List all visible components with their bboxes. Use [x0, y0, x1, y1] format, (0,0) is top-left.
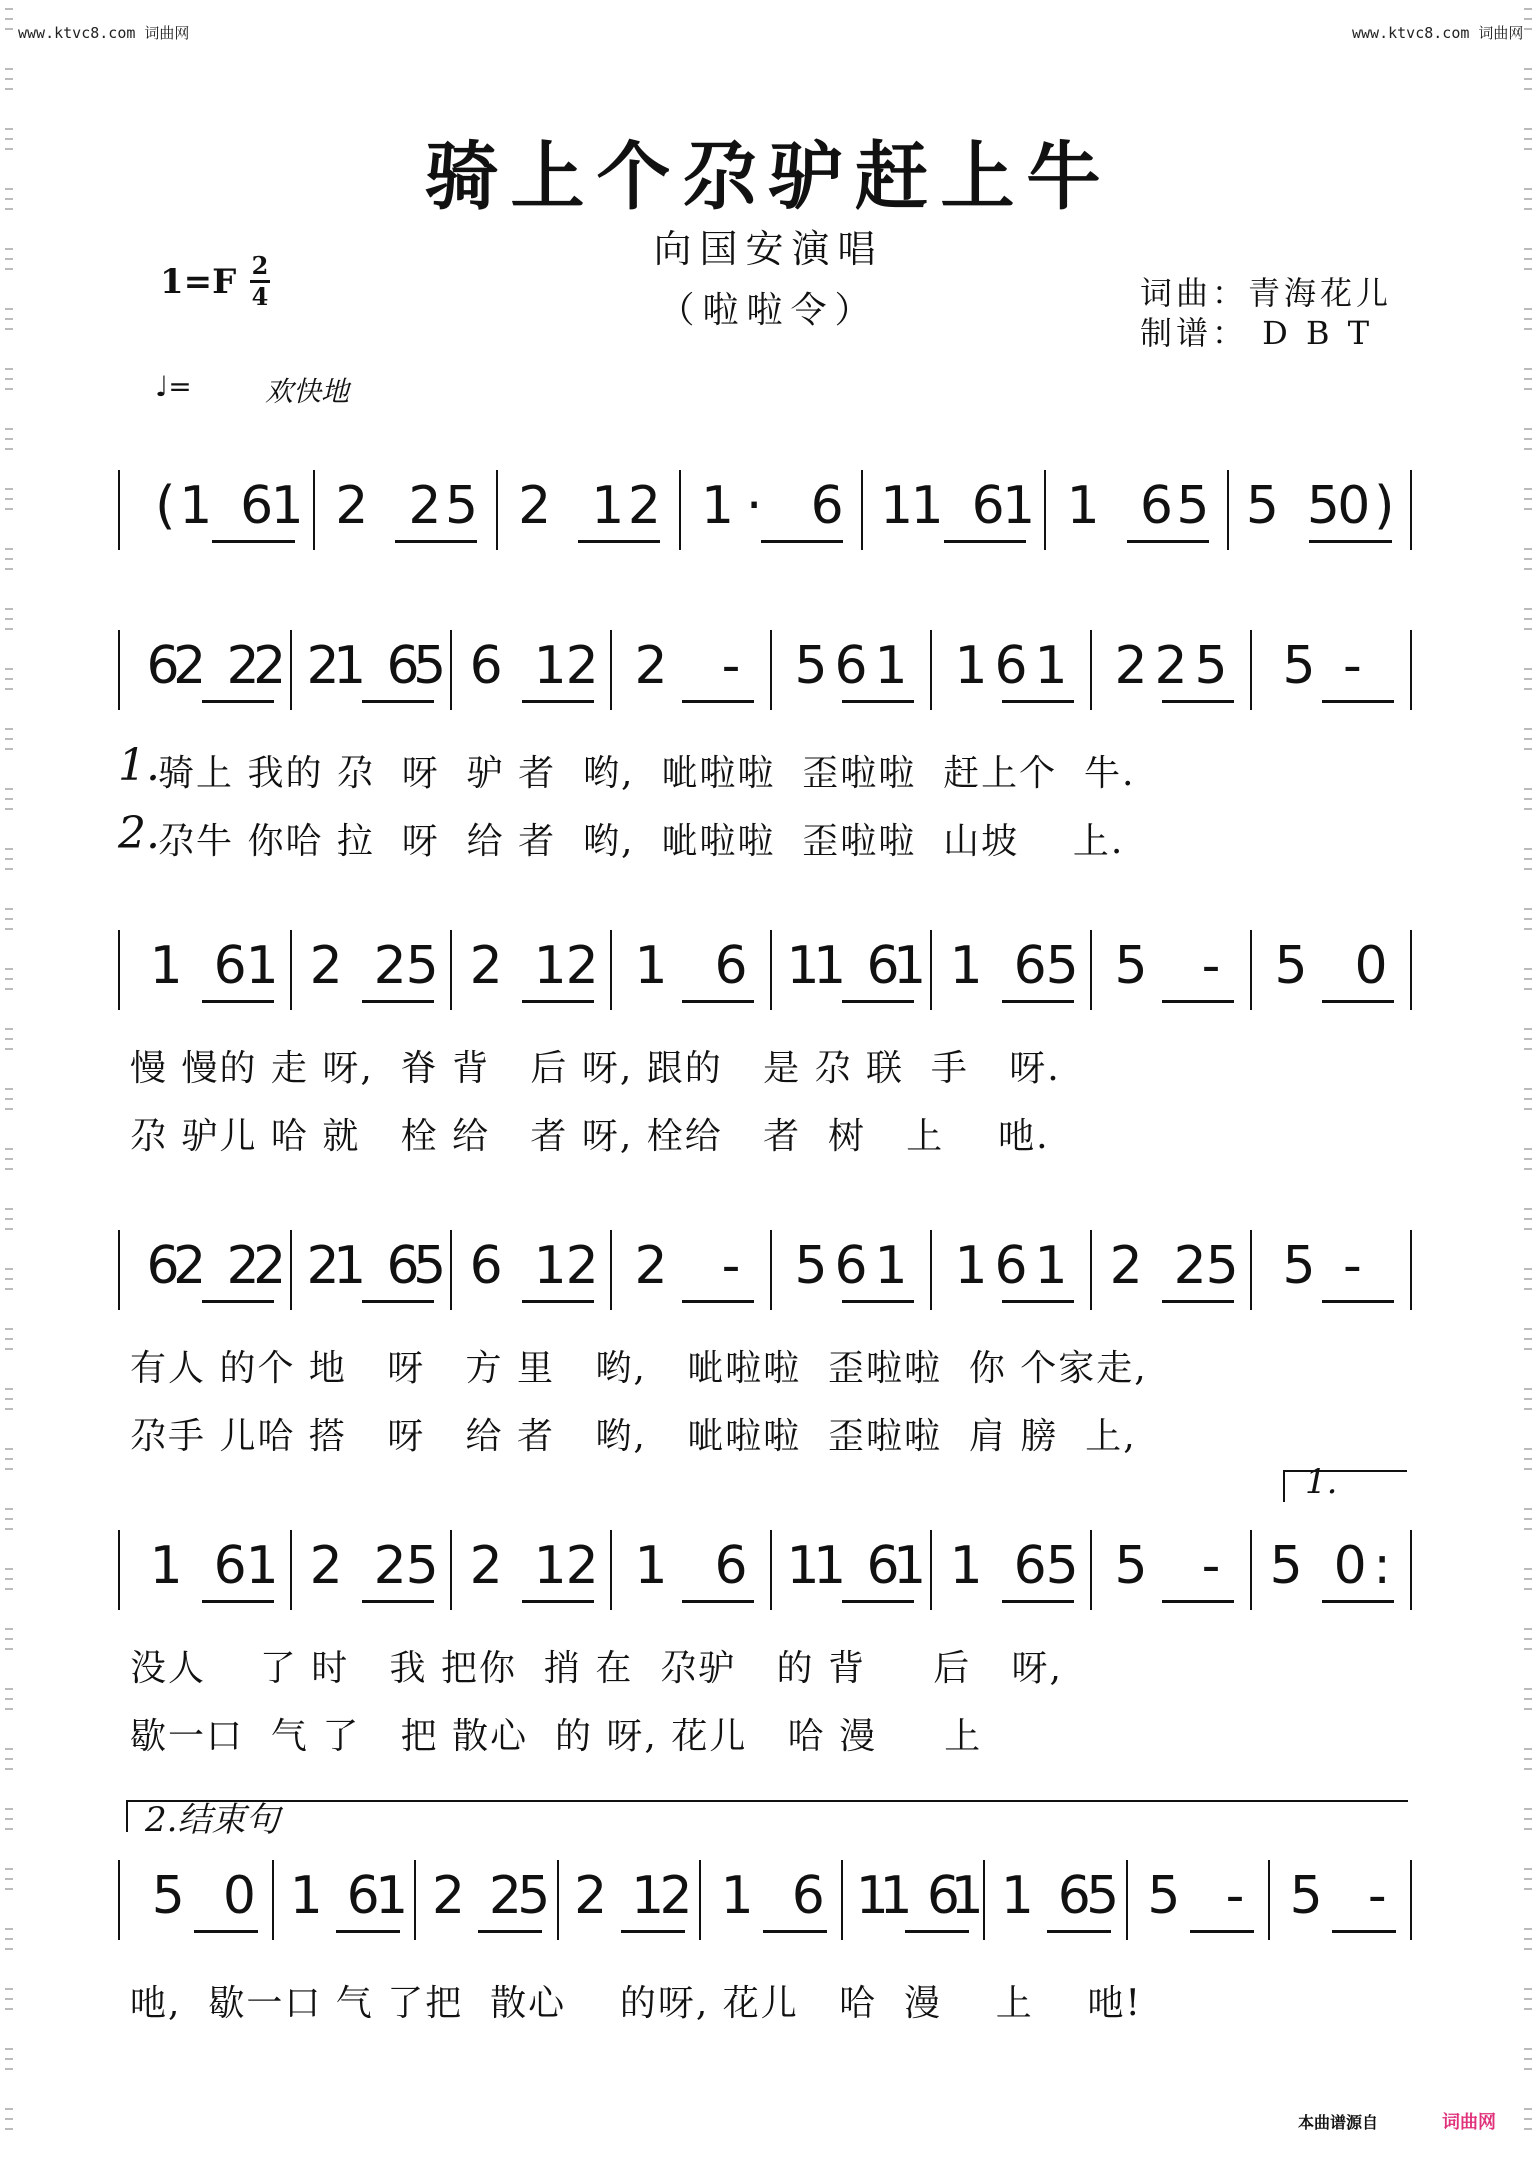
beam-underline: [682, 700, 754, 703]
note: 5: [413, 1236, 447, 1296]
key-signature: 1=F: [160, 262, 237, 302]
note: 2: [659, 1866, 693, 1926]
bar-line: [1044, 470, 1046, 550]
note: 1: [533, 1536, 567, 1596]
note: 2: [373, 1536, 407, 1596]
note: 5: [794, 636, 828, 696]
note: 5: [1114, 936, 1148, 996]
singer-line: 向国安演唱: [653, 227, 884, 271]
bar-line: [610, 1530, 612, 1610]
beam-underline: [212, 540, 294, 543]
beam-underline: [362, 1000, 434, 1003]
note: 1: [1002, 476, 1036, 536]
note: 1: [893, 936, 927, 996]
note: 1: [631, 1866, 665, 1926]
beam-underline: [1190, 1930, 1254, 1933]
note: 5: [1289, 1866, 1323, 1926]
note: 1: [533, 636, 567, 696]
note: 2: [565, 1236, 599, 1296]
note: 1: [179, 476, 213, 536]
bar-line: [1410, 1530, 1412, 1610]
note: 2: [306, 636, 340, 696]
note: 6: [346, 1866, 380, 1926]
note: 1: [634, 936, 668, 996]
bar-line: [1250, 630, 1252, 710]
beam-underline: [1322, 1600, 1394, 1603]
beam-underline: [1002, 700, 1074, 703]
bar-line: [118, 930, 120, 1010]
note: 1: [954, 1236, 988, 1296]
bar-line: [861, 470, 863, 550]
beam-underline: [362, 1600, 434, 1603]
bar-line: [679, 470, 681, 550]
lyric-row4-verse1: 有人 的个 地 呀 方 里 哟, 呲啦啦 歪啦啦 你 个家走,: [130, 1348, 1148, 1389]
note: 6: [866, 1536, 900, 1596]
note: 1: [1034, 1236, 1068, 1296]
bar-line: [1250, 1230, 1252, 1310]
note: 1: [634, 1536, 668, 1596]
bar-line: [610, 630, 612, 710]
note: 1: [333, 636, 367, 696]
bar-line: [930, 1230, 932, 1310]
beam-underline: [522, 1600, 594, 1603]
lyric-row5-verse2: 歇一口 气 了 把 散心 的 呀, 花儿 哈 漫 上: [130, 1716, 983, 1757]
beam-underline: [1162, 700, 1234, 703]
beam-underline: [682, 1600, 754, 1603]
note: 6: [469, 1236, 503, 1296]
beam-underline: [202, 700, 274, 703]
volta-1-label: 1.: [1305, 1462, 1338, 1502]
note: 5: [1306, 476, 1340, 536]
note: 1: [893, 1536, 927, 1596]
note: 1: [910, 476, 944, 536]
note: 6: [469, 636, 503, 696]
bar-line: [118, 1860, 120, 1940]
note: ·: [745, 476, 763, 536]
credit-notation: 制谱： D B T: [1140, 314, 1374, 352]
note: 5: [1205, 1236, 1239, 1296]
bar-line: [450, 930, 452, 1010]
beam-underline: [1322, 1000, 1394, 1003]
beam-underline: [621, 1930, 685, 1933]
bar-line: [290, 630, 292, 710]
note: 1: [289, 1866, 323, 1926]
bar-line: [1268, 1860, 1270, 1940]
volta-2-bracket: [126, 1800, 1408, 1832]
song-subtitle: （啦啦令）: [658, 290, 879, 331]
note: -: [1201, 936, 1221, 996]
bar-line: [1090, 1230, 1092, 1310]
note: 2: [518, 476, 552, 536]
beam-underline: [202, 1300, 274, 1303]
beam-underline: [842, 1600, 914, 1603]
beam-underline: [944, 540, 1026, 543]
note: 1: [375, 1866, 409, 1926]
note: 1: [950, 1866, 984, 1926]
bar-line: [770, 1530, 772, 1610]
bar-line: [118, 1230, 120, 1310]
tempo-symbol: ♩=: [155, 370, 192, 403]
bar-line: [1090, 630, 1092, 710]
note: 1: [1066, 476, 1100, 536]
footer-source-text: 本曲谱源自: [1298, 2113, 1379, 2132]
bar-line: [557, 1860, 559, 1940]
lyric-row3-verse2: 尕 驴儿 哈 就 栓 给 者 呀, 栓给 者 树 上 吔.: [130, 1116, 1050, 1157]
beam-underline: [1047, 1930, 1111, 1933]
lyric-row4-verse2: 尕手 儿哈 搭 呀 给 者 哟, 呲啦啦 歪啦啦 肩 膀 上,: [130, 1416, 1137, 1457]
note: 6: [1139, 476, 1173, 536]
note: 1: [813, 936, 847, 996]
bar-line: [1090, 930, 1092, 1010]
note: 5: [405, 1536, 439, 1596]
note: 1: [949, 936, 983, 996]
note: 1: [720, 1866, 754, 1926]
note: 2: [226, 1236, 260, 1296]
note: 1: [533, 1236, 567, 1296]
beam-underline: [842, 1300, 914, 1303]
beam-underline: [1002, 1000, 1074, 1003]
note: 2: [173, 636, 207, 696]
header-right-site: www.ktvc8.com 词曲网: [1352, 24, 1524, 42]
bar-line: [1090, 1530, 1092, 1610]
note: 2: [469, 936, 503, 996]
note: 6: [714, 936, 748, 996]
note: 1: [333, 1236, 367, 1296]
verse-number-2: 2.: [118, 808, 160, 859]
note: 5: [413, 636, 447, 696]
note: -: [721, 1236, 741, 1296]
note: 5: [1086, 1866, 1120, 1926]
beam-underline: [362, 1300, 434, 1303]
note: 1: [786, 936, 820, 996]
note: 2: [253, 1236, 287, 1296]
bar-line: [496, 470, 498, 550]
note: 6: [714, 1536, 748, 1596]
note: 1: [879, 1866, 913, 1926]
time-signature-top: 2: [251, 251, 269, 280]
note: 1: [149, 936, 183, 996]
beam-underline: [1332, 1930, 1396, 1933]
note: 5: [151, 1866, 185, 1926]
note: 1: [786, 1536, 820, 1596]
beam-underline: [842, 1000, 914, 1003]
note: 5: [1176, 476, 1210, 536]
beam-underline: [1309, 540, 1391, 543]
bar-line: [1410, 1860, 1412, 1940]
note: 2: [574, 1866, 608, 1926]
note: 6: [146, 1236, 180, 1296]
bar-line: [290, 930, 292, 1010]
note: 6: [791, 1866, 825, 1926]
note: -: [1342, 636, 1362, 696]
beam-underline: [761, 540, 843, 543]
note: 1: [949, 1536, 983, 1596]
note: 1: [880, 476, 914, 536]
note: 6: [994, 1236, 1028, 1296]
time-signature-bottom: 4: [251, 282, 269, 311]
note: 0: [1354, 936, 1388, 996]
note: 1: [1034, 636, 1068, 696]
note: 1: [954, 636, 988, 696]
note: 1: [813, 1536, 847, 1596]
bar-line: [272, 1860, 274, 1940]
lyric-row5-verse1: 没人 了 时 我 把你 捎 在 尕驴 的 背 后 呀,: [130, 1648, 1063, 1689]
note: 6: [834, 1236, 868, 1296]
note: 6: [240, 476, 274, 536]
bar-line: [414, 1860, 416, 1940]
note: 1: [855, 1866, 889, 1926]
note: 5: [1282, 636, 1316, 696]
beam-underline: [1322, 1300, 1394, 1303]
note: 6: [834, 636, 868, 696]
note: 5: [794, 1236, 828, 1296]
note: 5: [1194, 636, 1228, 696]
note: 6: [1057, 1866, 1091, 1926]
note: (: [155, 476, 176, 536]
tempo-word: 欢快地: [265, 375, 350, 408]
volta-1-bracket: [1283, 1470, 1407, 1502]
note: 6: [1013, 936, 1047, 996]
bar-line: [770, 1230, 772, 1310]
note: 2: [565, 936, 599, 996]
lyric-row6: 吔, 歇一口 气 了把 散心 的呀, 花儿 哈 漫 上 吔!: [130, 1983, 1142, 2024]
bar-line: [610, 930, 612, 1010]
bar-line: [118, 630, 120, 710]
note: 5: [1114, 1536, 1148, 1596]
beam-underline: [1162, 1600, 1234, 1603]
bar-line: [699, 1860, 701, 1940]
note: 2: [488, 1866, 522, 1926]
beam-underline: [682, 1300, 754, 1303]
note: 1: [700, 476, 735, 536]
bar-line: [450, 1230, 452, 1310]
note: 1: [533, 936, 567, 996]
lyric-row2-verse1: 骑上 我的 尕 呀 驴 者 哟, 呲啦啦 歪啦啦 赶上个 牛.: [158, 753, 1136, 794]
note: 2: [634, 1236, 668, 1296]
note: 2: [627, 476, 661, 536]
beam-underline: [1162, 1300, 1234, 1303]
bar-line: [290, 1230, 292, 1310]
note: 5: [1274, 936, 1308, 996]
bar-line: [930, 630, 932, 710]
beam-underline: [1002, 1300, 1074, 1303]
beam-underline: [336, 1930, 400, 1933]
beam-underline: [202, 1600, 274, 1603]
note: 6: [213, 1536, 247, 1596]
note: 1: [874, 636, 908, 696]
bar-line: [1250, 1530, 1252, 1610]
bar-line: [1250, 930, 1252, 1010]
note: 6: [213, 936, 247, 996]
note: 0: [1337, 476, 1371, 536]
note: -: [721, 636, 741, 696]
note: 2: [634, 636, 668, 696]
time-signature: [250, 252, 270, 311]
note: 6: [146, 636, 180, 696]
bar-line: [290, 1530, 292, 1610]
header-left-site: www.ktvc8.com 词曲网: [18, 24, 190, 42]
note: 1: [245, 936, 279, 996]
note: 2: [309, 936, 343, 996]
note: 6: [926, 1866, 960, 1926]
bar-line: [930, 930, 932, 1010]
note: 2: [173, 1236, 207, 1296]
bar-line: [930, 1530, 932, 1610]
note: 1: [245, 1536, 279, 1596]
beam-underline: [522, 700, 594, 703]
lyric-row3-verse1: 慢 慢的 走 呀, 脊 背 后 呀, 跟的 是 尕 联 手 呀.: [130, 1048, 1061, 1089]
note: 2: [253, 636, 287, 696]
note: 5: [1282, 1236, 1316, 1296]
bar-line: [450, 630, 452, 710]
note: 6: [386, 1236, 420, 1296]
note: 2: [1114, 636, 1148, 696]
bar-line: [770, 930, 772, 1010]
note: 2: [226, 636, 260, 696]
note: 2: [373, 936, 407, 996]
note: 1: [270, 476, 304, 536]
note: -: [1342, 1236, 1362, 1296]
beam-underline: [522, 1300, 594, 1303]
bar-line: [983, 1860, 985, 1940]
song-title: 骑上个尕驴赶上牛: [424, 134, 1113, 220]
bar-line: [118, 470, 120, 550]
bar-line: [313, 470, 315, 550]
note: 1: [591, 476, 625, 536]
credit-lyrics-music: 词曲：青海花儿: [1140, 274, 1393, 312]
note: 2: [408, 476, 442, 536]
beam-underline: [1322, 700, 1394, 703]
bar-line: [1126, 1860, 1128, 1940]
bar-line: [450, 1530, 452, 1610]
bar-line: [1227, 470, 1229, 550]
note: 2: [565, 636, 599, 696]
bar-line: [610, 1230, 612, 1310]
volta-2-label: 2.结束句: [145, 1800, 280, 1840]
note: 5: [444, 476, 479, 536]
note: 2: [469, 1536, 503, 1596]
note: 5: [1269, 1536, 1303, 1596]
note: 2: [431, 1866, 466, 1926]
note: 2: [565, 1536, 599, 1596]
note: 6: [810, 476, 844, 536]
note: ): [1374, 476, 1395, 536]
beam-underline: [1162, 1000, 1234, 1003]
bar-line: [1410, 630, 1412, 710]
beam-underline: [682, 1000, 754, 1003]
note: -: [1367, 1866, 1387, 1926]
bar-line: [1410, 1230, 1412, 1310]
bar-line: [841, 1860, 843, 1940]
footer-brand[interactable]: 词曲网: [1442, 2112, 1496, 2133]
bar-line: [118, 1530, 120, 1610]
note: 2: [309, 1536, 343, 1596]
bar-line: [770, 630, 772, 710]
note: :: [1373, 1536, 1391, 1596]
beam-underline: [1002, 1600, 1074, 1603]
beam-underline: [362, 700, 434, 703]
beam-underline: [578, 540, 660, 543]
beam-underline: [478, 1930, 542, 1933]
note: 6: [866, 936, 900, 996]
note: 1: [1000, 1866, 1034, 1926]
note: 0: [1333, 1536, 1367, 1596]
note: 5: [405, 936, 439, 996]
note: 6: [994, 636, 1028, 696]
beam-underline: [842, 700, 914, 703]
note: 6: [971, 476, 1005, 536]
note: 5: [517, 1866, 551, 1926]
note: 5: [1147, 1866, 1181, 1926]
beam-underline: [1127, 540, 1209, 543]
bar-line: [1410, 930, 1412, 1010]
note: 6: [386, 636, 420, 696]
beam-underline: [395, 540, 477, 543]
note: 5: [1245, 476, 1279, 536]
note: -: [1201, 1536, 1221, 1596]
bar-line: [1410, 470, 1412, 550]
note: 2: [1154, 636, 1188, 696]
note: 5: [1045, 1536, 1079, 1596]
note: -: [1225, 1866, 1245, 1926]
note: 1: [874, 1236, 908, 1296]
note: 2: [1173, 1236, 1207, 1296]
note: 2: [306, 1236, 340, 1296]
beam-underline: [763, 1930, 827, 1933]
verse-number-1: 1.: [118, 740, 160, 791]
beam-underline: [194, 1930, 258, 1933]
note: 0: [222, 1866, 256, 1926]
note: 5: [1045, 936, 1079, 996]
beam-underline: [905, 1930, 969, 1933]
beam-underline: [202, 1000, 274, 1003]
note: 6: [1013, 1536, 1047, 1596]
note: 2: [1109, 1236, 1143, 1296]
lyric-row2-verse2: 尕牛 你哈 拉 呀 给 者 哟, 呲啦啦 歪啦啦 山坡 上.: [158, 821, 1125, 862]
beam-underline: [522, 1000, 594, 1003]
note: 1: [149, 1536, 183, 1596]
note: 2: [335, 476, 369, 536]
